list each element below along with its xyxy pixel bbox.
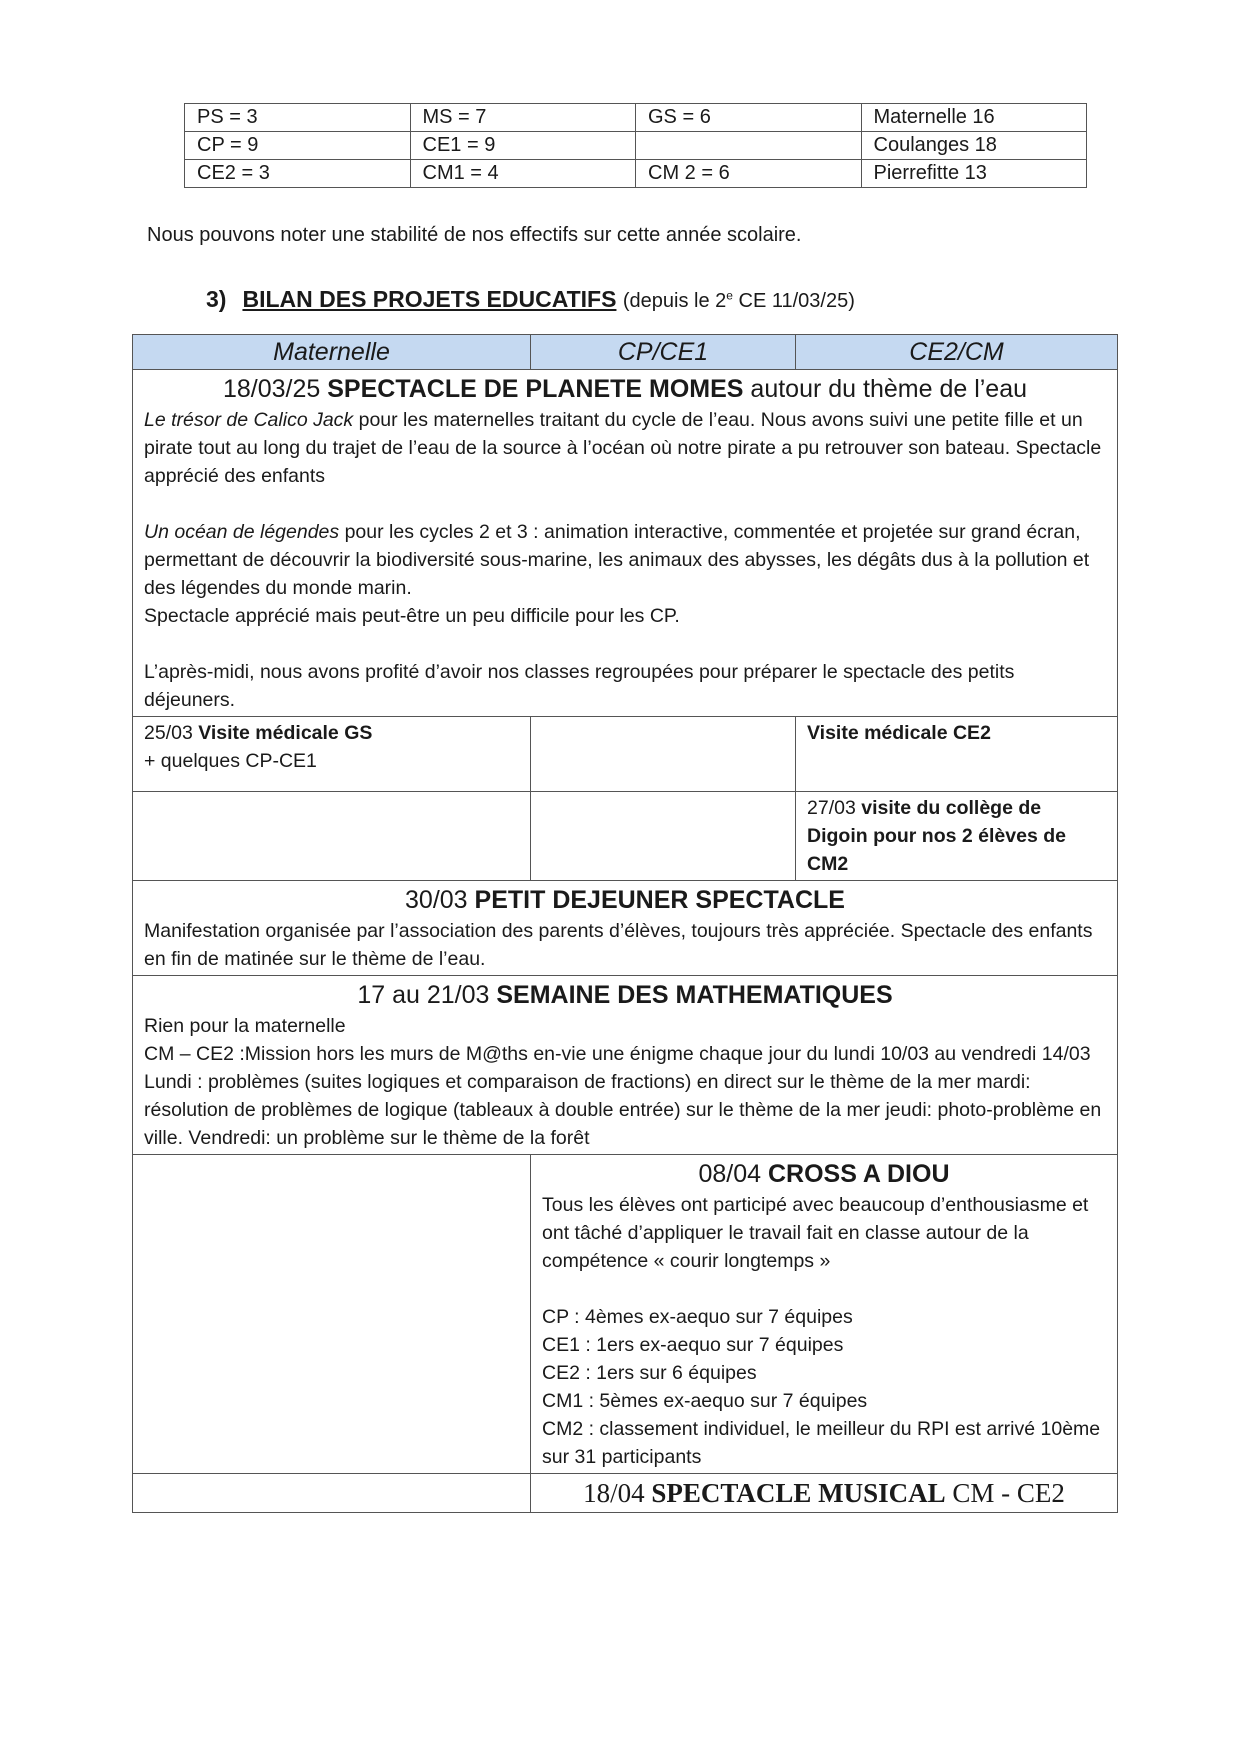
show-title: Un océan de légendes (144, 521, 340, 543)
table-row (185, 104, 1087, 132)
show-title: Le trésor de Calico Jack (144, 409, 354, 431)
paragraph-text: pour les maternelles traitant du cycle de l’eau. Nous avons suivi une petite fille et un pirate tout au long du trajet de l’eau de la source à l’océan où notre pirate a pu retrouver son bateau. Spectacle apprécié des enfants (144, 409, 1102, 487)
event-spectacle-musical (531, 1474, 1118, 1513)
event-date: 25/03 (144, 722, 199, 744)
table-cell: CM 2 = 6 (636, 160, 862, 188)
event-petit-dejeuner (133, 881, 1118, 976)
table-row (133, 717, 1118, 792)
event-name: Visite médicale CE2 (807, 722, 991, 744)
event-cross-diou (531, 1155, 1118, 1474)
event-title (144, 372, 1106, 406)
event-planete-momes (133, 370, 1118, 717)
event-name: SPECTACLE DE PLANETE MOMES (327, 375, 744, 403)
table-row (185, 160, 1087, 188)
event-title (144, 978, 1106, 1012)
table-header-row (133, 335, 1118, 370)
effectifs-table (184, 103, 1087, 188)
table-cell: MS = 7 (410, 104, 636, 132)
visite-medicale-cm (796, 717, 1118, 792)
projects-table (132, 334, 1118, 1513)
event-date: 18/03/25 (222, 375, 328, 403)
event-date: 18/04 (583, 1478, 652, 1508)
table-cell: CE1 = 9 (410, 132, 636, 160)
empty-cell (133, 1474, 531, 1513)
event-title (144, 883, 1106, 917)
table-cell: CM1 = 4 (410, 160, 636, 188)
table-row (133, 976, 1118, 1155)
column-header-cp-ce1: CP/CE1 (531, 335, 796, 370)
subtitle-part: CE 11/03/25) (732, 290, 855, 312)
result-item: CM1 : 5èmes ex-aequo sur 7 équipes (542, 1390, 868, 1412)
empty-cell (531, 792, 796, 881)
table-cell: CE2 = 3 (185, 160, 411, 188)
column-header-ce2-cm: CE2/CM (796, 335, 1118, 370)
table-row (133, 1474, 1118, 1513)
event-date: 27/03 (807, 797, 862, 819)
table-row (133, 881, 1118, 976)
paragraph: Manifestation organisée par l’association des parents d’élèves, toujours très appréciée. Spectacle des enfants en fin de matinée sur le thème de l’eau. (144, 920, 1093, 970)
paragraph: L’après-midi, nous avons profité d’avoir nos classes regroupées pour préparer le spectacle des petits déjeuners. (144, 661, 1015, 711)
paragraph: Rien pour la maternelle (144, 1015, 346, 1037)
paragraph (144, 518, 1106, 602)
table-cell: PS = 3 (185, 104, 411, 132)
visite-college (796, 792, 1118, 881)
result-item: CE2 : 1ers sur 6 équipes (542, 1362, 757, 1384)
section-number: 3) (206, 286, 227, 312)
empty-cell (133, 1155, 531, 1474)
result-item: CP : 4èmes ex-aequo sur 7 équipes (542, 1306, 853, 1328)
event-name: PETIT DEJEUNER SPECTACLE (474, 886, 845, 914)
table-row (185, 132, 1087, 160)
paragraph-text: pour les cycles 2 et 3 : animation interactive, commentée et projetée sur grand écran, permettant de découvrir la biodiversité sous-marine, les animaux des abysses, les dégâts dus à la pollution et des légendes du monde marin. (144, 521, 1090, 599)
section-subtitle (623, 290, 855, 312)
paragraph: Tous les élèves ont participé avec beaucoup d’enthousiasme et ont tâché d’appliquer le travail fait en classe autour de la compétence « courir longtemps » (542, 1194, 1089, 1272)
visite-medicale-maternelle (133, 717, 531, 792)
section-title: BILAN DES PROJETS EDUCATIFS (242, 286, 617, 312)
result-item: CE1 : 1ers ex-aequo sur 7 équipes (542, 1334, 844, 1356)
event-title (542, 1476, 1106, 1510)
event-name: SEMAINE DES MATHEMATIQUES (496, 981, 893, 1009)
paragraph (144, 406, 1106, 490)
event-date: 30/03 (405, 886, 475, 914)
table-cell (636, 132, 862, 160)
column-header-maternelle: Maternelle (133, 335, 531, 370)
table-cell: Maternelle 16 (861, 104, 1087, 132)
event-date: 17 au 21/03 (357, 981, 497, 1009)
event-name: CROSS A DIOU (768, 1160, 950, 1188)
event-title-rest: autour du thème de l’eau (743, 375, 1028, 403)
table-row (133, 1155, 1118, 1474)
table-row (133, 370, 1118, 717)
event-title-rest: CM - CE2 (945, 1478, 1065, 1508)
event-name: Visite médicale GS (198, 722, 373, 744)
paragraph: Lundi : problèmes (suites logiques et comparaison de fractions) en direct sur le thème de la mer mardi: résolution de problèmes de logique (tableaux à double entrée) sur le thème de la mer jeudi: photo-problème en ville. Vendredi: un problème sur le thème de la forêt (144, 1071, 1102, 1149)
subtitle-sup: e (726, 288, 733, 303)
subtitle-part: (depuis le 2 (622, 290, 727, 312)
table-row (133, 792, 1118, 881)
table-cell: Coulanges 18 (861, 132, 1087, 160)
empty-cell (133, 792, 531, 881)
section-heading (206, 286, 855, 313)
event-semaine-maths (133, 976, 1118, 1155)
event-detail: + quelques CP-CE1 (144, 750, 317, 772)
table-cell: CP = 9 (185, 132, 411, 160)
stability-note: Nous pouvons noter une stabilité de nos effectifs sur cette année scolaire. (147, 224, 802, 246)
event-name: SPECTACLE MUSICAL (651, 1478, 946, 1508)
empty-cell (531, 717, 796, 792)
event-title (542, 1157, 1106, 1191)
event-date: 08/04 (698, 1160, 768, 1188)
result-item: CM2 : classement individuel, le meilleur du RPI est arrivé 10ème sur 31 participants (542, 1418, 1101, 1468)
paragraph: CM – CE2 :Mission hors les murs de M@ths en-vie une énigme chaque jour du lundi 10/03 au vendredi 14/03 (144, 1043, 1091, 1065)
paragraph: Spectacle apprécié mais peut-être un peu difficile pour les CP. (144, 605, 680, 627)
table-cell: GS = 6 (636, 104, 862, 132)
event-name: visite du collège de Digoin pour nos 2 élèves de CM2 (807, 797, 1066, 875)
table-cell: Pierrefitte 13 (861, 160, 1087, 188)
